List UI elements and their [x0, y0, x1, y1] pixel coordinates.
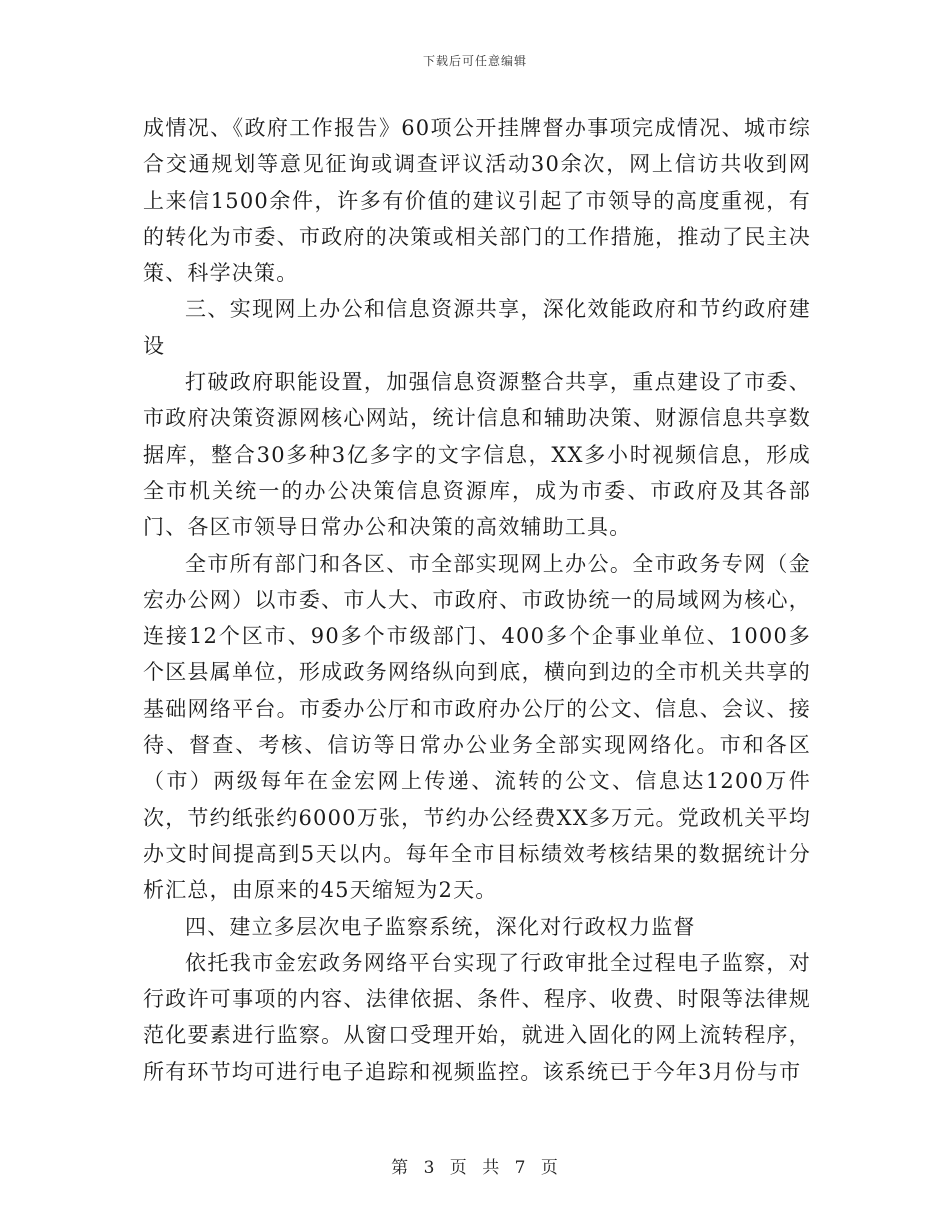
paragraph-online-office: 全市所有部门和各区、市全部实现网上办公。全市政务专网（金宏办公网）以市委、市人大、市政府、市政协统一的局域网为核心，连接12个区市、90多个市级部门、400多个企事业单位、1000多个区县属单位，形成政务网络纵向到底，横向到边的全市机关共享的基础网络平台。市委办公厅和市政府办公厅的公文、信息、会议、接待、督查、考核、信访等日常办公业务全部实现网络化。市和各区（市）两级每年在金宏网上传递、流转的公文、信息达1200万件次，节约纸张约6000万张，节约办公经费XX多万元。党政机关平均办文时间提高到5天以内。每年全市目标绩效考核结果的数据统计分析汇总，由原来的45天缩短为2天。	[143, 551, 811, 903]
section-heading-3: 三、实现网上办公和信息资源共享，深化效能政府和节约政府建设	[143, 297, 811, 358]
paragraph-e-supervision: 依托我市金宏政务网络平台实现了行政审批全过程电子监察，对行政许可事项的内容、法律依据、条件、程序、收费、时限等法律规范化要素进行监察。从窗口受理开始，就进入固化的网上流转程序，所有环节均可进行电子追踪和视频监控。该系统已于今年3月份与市	[143, 950, 811, 1084]
page-footer: 第 3 页 共 7 页	[391, 1158, 559, 1178]
section-heading-4: 四、建立多层次电子监察系统，深化对行政权力监督	[185, 914, 696, 939]
paragraph-info-resources: 打破政府职能设置，加强信息资源整合共享，重点建设了市委、市政府决策资源网核心网站，统计信息和辅助决策、财源信息共享数据库，整合30多种3亿多字的文字信息，XX多小时视频信息，形成全市机关统一的办公决策信息资源库，成为市委、市政府及其各部门、各区市领导日常办公和决策的高效辅助工具。	[143, 370, 811, 540]
page-header: 下载后可任意编辑	[422, 54, 527, 68]
document-body	[143, 110, 811, 1090]
paragraph-continuation: 成情况、《政府工作报告》60项公开挂牌督办事项完成情况、城市综合交通规划等意见征询或调查评议活动30余次，网上信访共收到网上来信1500余件，许多有价值的建议引起了市领导的高度重视，有的转化为市委、市政府的决策或相关部门的工作措施，推动了民主决策、科学决策。	[143, 116, 811, 286]
